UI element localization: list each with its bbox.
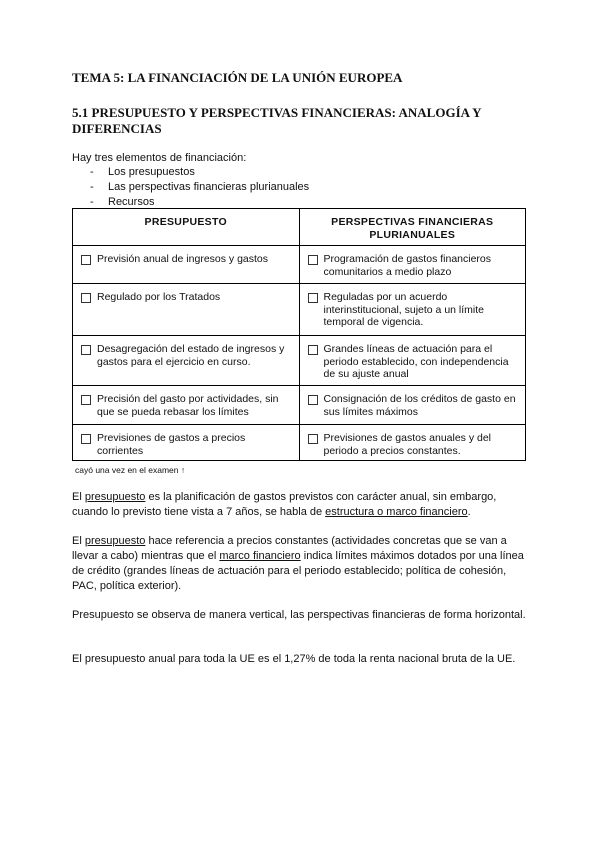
table-cell: Reguladas por un acuerdo interinstitucional, sujeto a un límite temporal de vigencia.	[299, 284, 526, 336]
checkbox-icon	[81, 293, 91, 303]
table-row	[73, 284, 526, 336]
checkbox-icon	[308, 293, 318, 303]
table-row	[73, 386, 526, 425]
table-row	[73, 336, 526, 386]
table-cell: Previsión anual de ingresos y gastos	[73, 246, 300, 284]
paragraph-3: Presupuesto se observa de manera vertical, las perspectivas financieras de forma horizontal.	[72, 609, 526, 621]
section-heading: 5.1 PRESUPUESTO Y PERSPECTIVAS FINANCIERAS: ANALOGÍA Y DIFERENCIAS	[72, 105, 481, 136]
table-cell: Programación de gastos financieros comunitarios a medio plazo	[299, 246, 526, 284]
table-cell: Consignación de los créditos de gasto en sus límites máximos	[299, 386, 526, 425]
intro-text: Hay tres elementos de financiación:	[72, 152, 247, 164]
checkbox-icon	[308, 255, 318, 265]
underlined-term: presupuesto	[84, 535, 146, 547]
checkbox-icon	[308, 395, 318, 405]
table-cell: Precisión del gasto por actividades, sin que se pueda rebasar los límites	[73, 386, 300, 425]
exam-note: cayó una vez en el examen ↑	[75, 465, 186, 475]
underlined-term: estructura o marco financiero	[325, 506, 468, 518]
checkbox-icon	[308, 434, 318, 444]
header-perspectivas: PERSPECTIVAS FINANCIERAS PLURIANUALES	[299, 209, 526, 246]
table-cell: Previsiones de gastos a precios corrientes	[73, 425, 300, 461]
table-row	[73, 246, 526, 284]
table-cell: Previsiones de gastos anuales y del periodo a precios constantes.	[299, 425, 526, 461]
table-cell: Grandes líneas de actuación para el periodo establecido, con independencia de su ajuste anual	[299, 336, 526, 386]
list-item: - Las perspectivas financieras plurianuales	[90, 180, 309, 195]
underlined-term: marco financiero	[219, 550, 301, 562]
table-header-row	[73, 209, 526, 246]
checkbox-icon	[308, 345, 318, 355]
paragraph-2: El presupuesto hace referencia a precios constantes (actividades concretas que se van a llevar a cabo) mientras que el marco financiero indica límites máximos dotados por una línea de crédito (grandes líneas de actuación para el periodo establecido; política de cohesión, PAC, política exterior).	[72, 535, 524, 592]
table-row	[73, 425, 526, 461]
header-presupuesto: PRESUPUESTO	[73, 209, 300, 246]
paragraph-4: El presupuesto anual para toda la UE es el 1,27% de toda la renta nacional bruta de la UE.	[72, 653, 516, 665]
paragraph-1: El presupuesto es la planificación de gastos previstos con carácter anual, sin embargo, cuando lo previsto tiene vista a 7 años, se habla de estructura o marco financiero.	[72, 491, 497, 518]
checkbox-icon	[81, 345, 91, 355]
financing-elements-list	[90, 165, 309, 210]
checkbox-icon	[81, 434, 91, 444]
table-cell: Desagregación del estado de ingresos y gastos para el ejercicio en curso.	[73, 336, 300, 386]
table-cell: Regulado por los Tratados	[73, 284, 300, 336]
list-item: - Recursos	[90, 195, 309, 210]
checkbox-icon	[81, 255, 91, 265]
underlined-term: presupuesto	[84, 491, 146, 503]
comparison-table	[72, 208, 526, 461]
list-item: - Los presupuestos	[90, 165, 309, 180]
page-title: TEMA 5: LA FINANCIACIÓN DE LA UNIÓN EUROPEA	[72, 70, 403, 85]
checkbox-icon	[81, 395, 91, 405]
